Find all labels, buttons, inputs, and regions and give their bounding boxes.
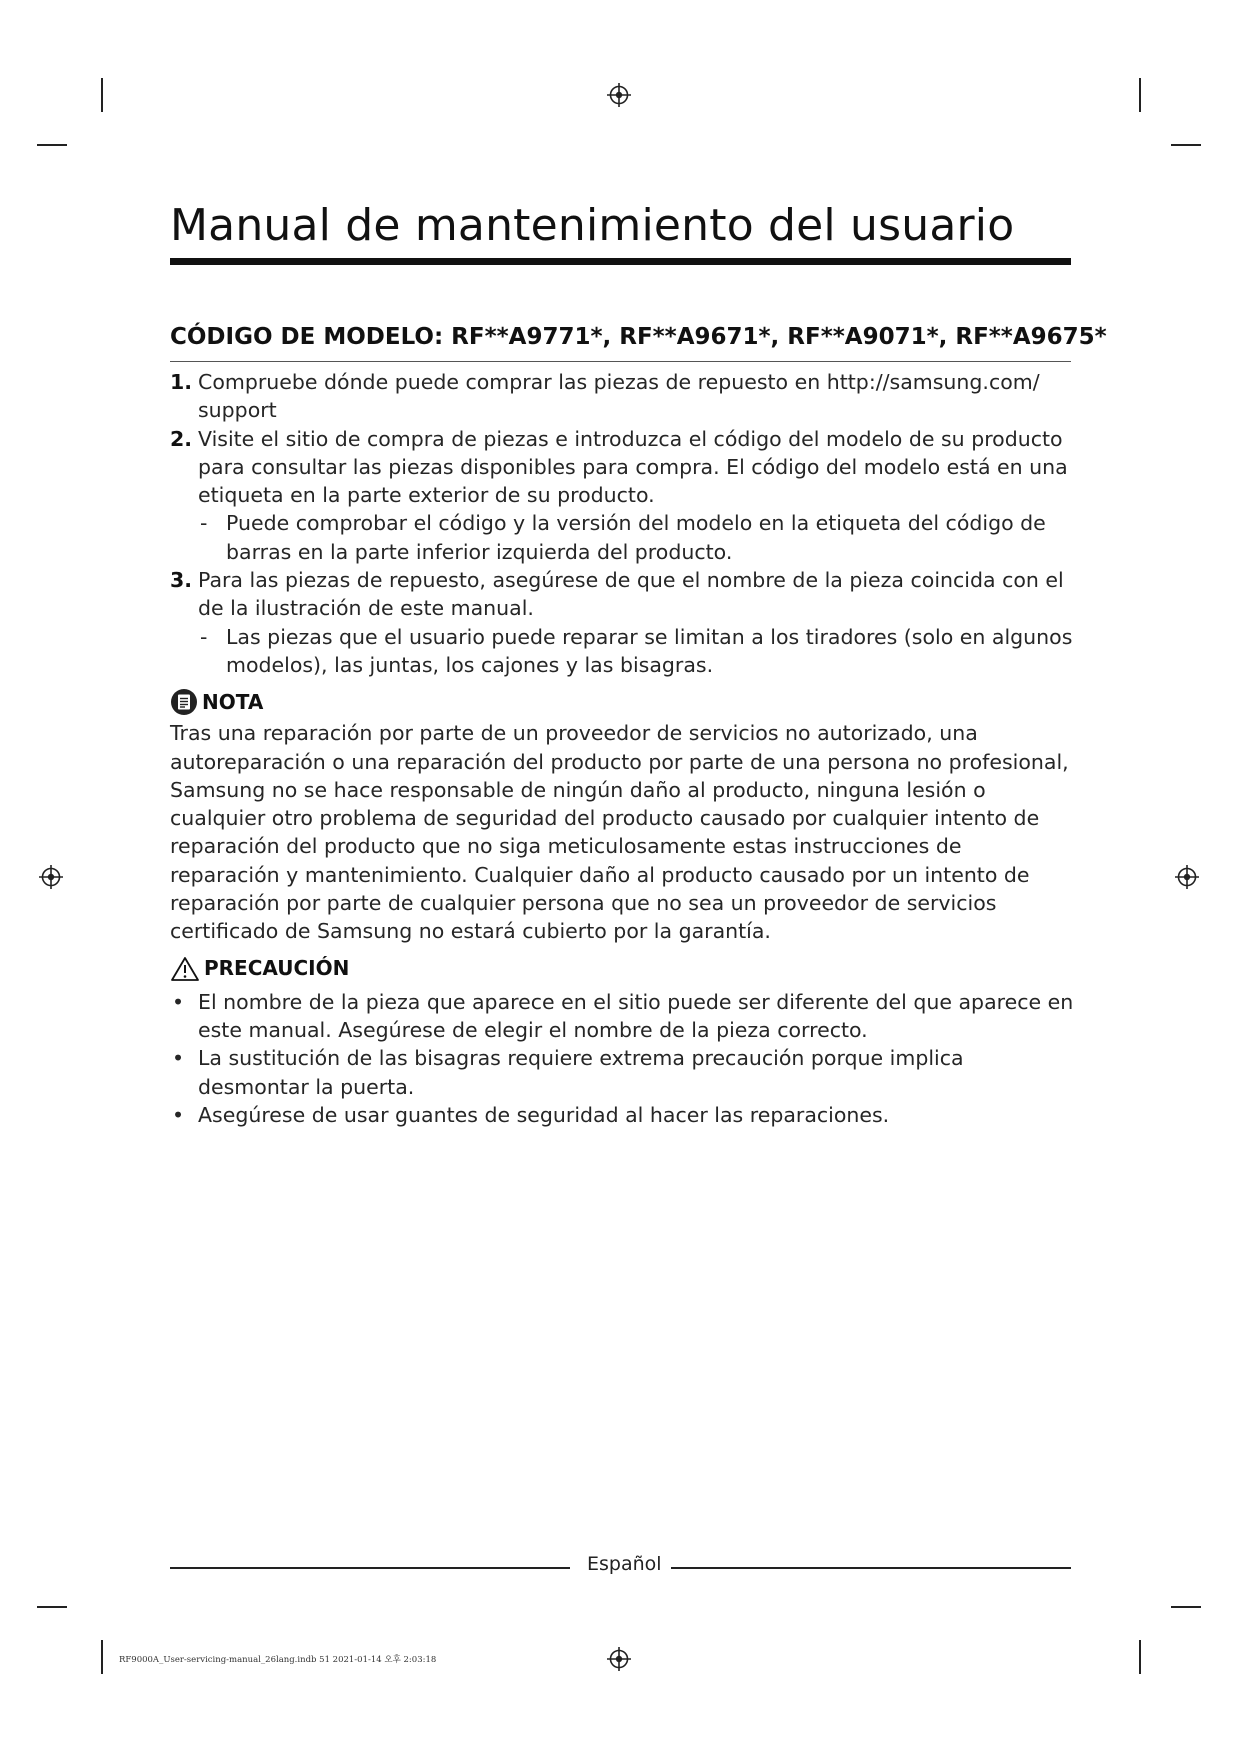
- step-subnote-text: Puede comprobar el código y la versión del modelo en la etiqueta del código de barras en la parte inferior izquierda del producto.: [226, 511, 1046, 564]
- step-text: Visite el sitio de compra de piezas e introduzca el código del modelo de su producto para consultar las piezas disponibles para compra. El código del modelo está en una etiqueta en la parte exterior de su producto.: [198, 426, 1068, 508]
- crop-mark-top-left-h: [37, 144, 67, 146]
- step-number: 3.: [170, 568, 193, 593]
- crop-mark-top-left: [101, 78, 103, 112]
- step-subnote: [198, 623, 1075, 680]
- step-text: Para las piezas de repuesto, asegúrese de que el nombre de la pieza coincida con el de la ilustración de este manual.: [198, 568, 1064, 621]
- document-body: [170, 368, 1075, 1129]
- caution-item: [170, 1101, 1075, 1129]
- caution-item: [170, 1044, 1075, 1101]
- step-number: 2.: [170, 426, 193, 451]
- print-slug: RF9000A_User-servicing-manual_26lang.indb 51 2021-01-14 오후 2:03:18: [119, 1655, 437, 1665]
- model-code-heading: CÓDIGO DE MODELO: RF**A9771*, RF**A9671*, RF**A9071*, RF**A9675*: [170, 324, 1107, 350]
- step-item: [170, 368, 1075, 425]
- warning-triangle-icon: [170, 956, 200, 982]
- title-rule: [170, 258, 1071, 265]
- caution-heading: [170, 954, 1075, 984]
- crop-mark-top-right: [1139, 78, 1141, 112]
- caution-item-text: Asegúrese de usar guantes de seguridad al hacer las reparaciones.: [198, 1102, 890, 1127]
- bullet-marker: •: [172, 1102, 185, 1127]
- footer-language: Español: [587, 1553, 662, 1575]
- footer-rule-right: [671, 1567, 1071, 1569]
- step-subnote: [198, 509, 1075, 566]
- step-number: 1.: [170, 370, 193, 394]
- dash-marker: -: [200, 624, 208, 649]
- crop-mark-bottom-left: [101, 1640, 103, 1674]
- bullet-marker: •: [172, 989, 185, 1014]
- step-item: [170, 566, 1075, 679]
- registration-mark-icon: [606, 82, 632, 108]
- page-title: Manual de mantenimiento del usuario: [170, 200, 1015, 251]
- footer-rule-left: [170, 1567, 570, 1569]
- crop-mark-top-right-h: [1171, 144, 1201, 146]
- crop-mark-bottom-right: [1139, 1640, 1141, 1674]
- bullet-marker: •: [172, 1046, 185, 1071]
- step-text: Compruebe dónde puede comprar las piezas de repuesto en http://samsung.com/ support: [198, 370, 1040, 423]
- caution-item-text: El nombre de la pieza que aparece en el sitio puede ser diferente del que aparece en este manual. Asegúrese de elegir el nombre de la pieza correcto.: [198, 989, 1074, 1042]
- caution-label: PRECAUCIÓN: [204, 956, 350, 981]
- heading-rule: [170, 361, 1071, 362]
- step-item: [170, 425, 1075, 566]
- note-text: Tras una reparación por parte de un proveedor de servicios no autorizado, una autoreparación o una reparación del producto por parte de una persona no profesional, Samsung no se hace responsable de ningún daño al producto, ninguna lesión o cualquier otro problema de seguridad del producto causado por cualquier intento de reparación del producto que no siga meticulosamente estas instrucciones de reparación y mantenimiento. Cualquier daño al producto causado por un intento de reparación por parte de cualquier persona que no sea un proveedor de servicios certificado de Samsung no estará cubierto por la garantía.: [170, 721, 1069, 944]
- registration-mark-icon: [606, 1646, 632, 1672]
- note-heading: [170, 687, 1075, 717]
- caution-item: [170, 988, 1075, 1045]
- crop-mark-bottom-right-h: [1171, 1606, 1201, 1608]
- registration-mark-icon: [1174, 864, 1200, 890]
- caution-item-text: La sustitución de las bisagras requiere extrema precaución porque implica desmontar la puerta.: [198, 1046, 964, 1099]
- crop-mark-bottom-left-h: [37, 1606, 67, 1608]
- step-subnote-text: Las piezas que el usuario puede reparar se limitan a los tiradores (solo en algunos modelos), las juntas, los cajones y las bisagras.: [226, 624, 1073, 677]
- registration-mark-icon: [38, 864, 64, 890]
- note-label: NOTA: [202, 690, 264, 715]
- note-icon: [170, 688, 198, 716]
- caution-list: [170, 988, 1075, 1129]
- steps-list: [170, 368, 1075, 679]
- dash-marker: -: [200, 511, 208, 536]
